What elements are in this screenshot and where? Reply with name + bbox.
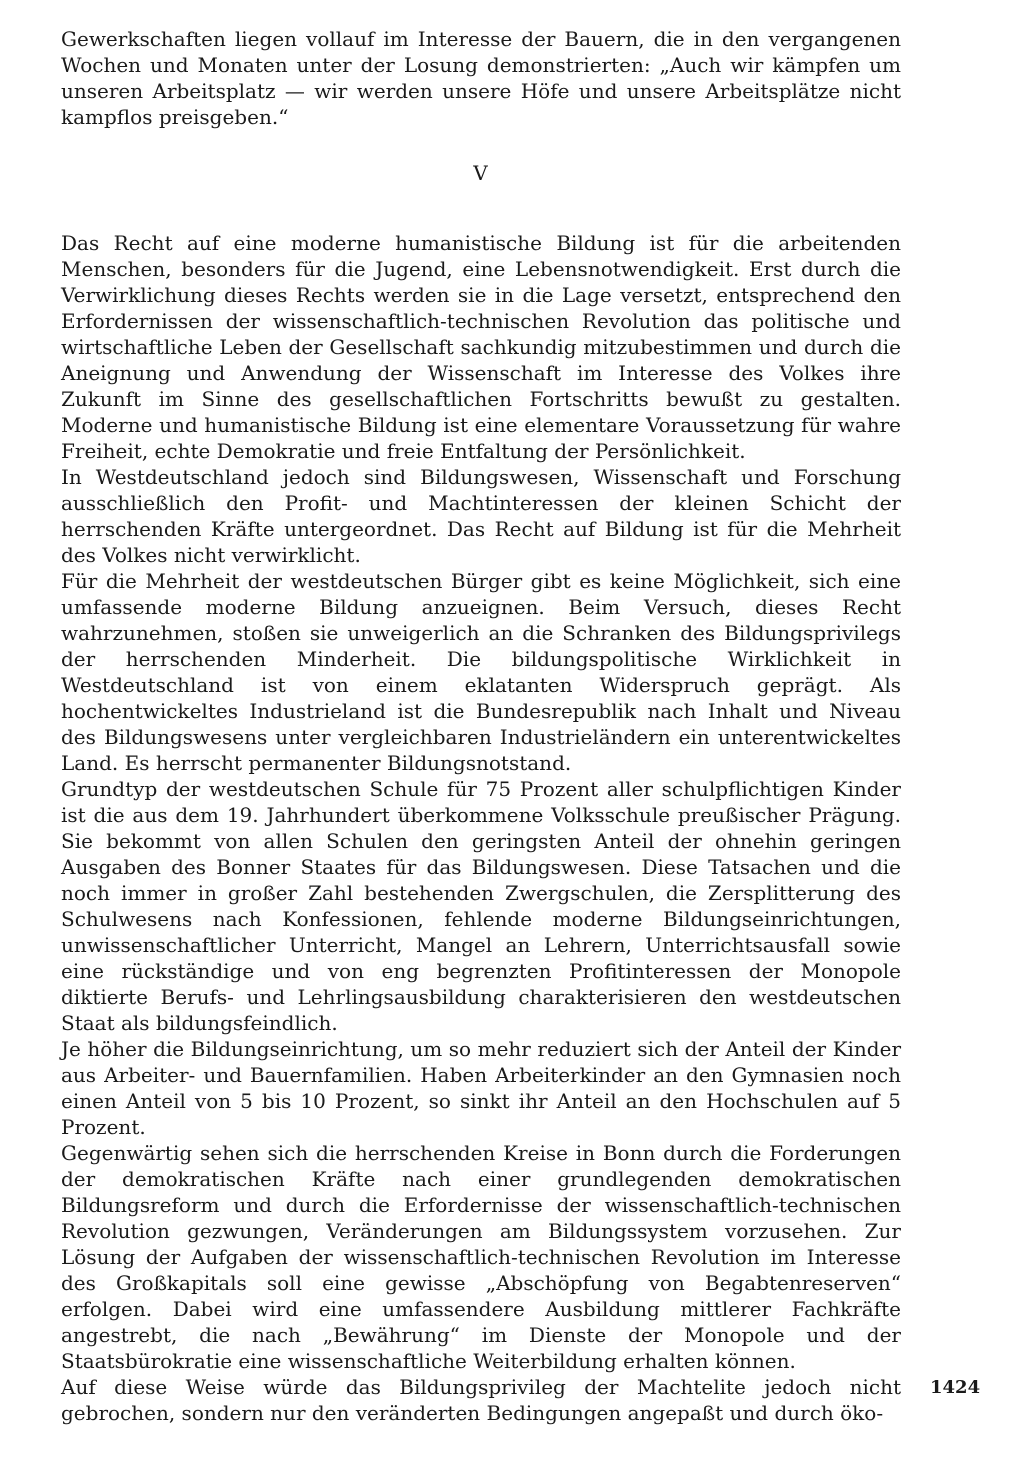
paragraph-3: Für die Mehrheit der westdeutschen Bürger gibt es keine Möglichkeit, sich eine umfassende moderne Bildung anzueignen. Beim Versuch, dieses Recht wahrzunehmen, stoßen sie unweigerlich an die Schranken des Bildungsprivilegs der herrschenden Minderheit. Die bildungspolitische Wirklichkeit in Westdeutschland ist von einem eklatanten Widerspruch geprägt. Als hochentwickeltes Industrieland ist die Bundesrepublik nach Inhalt und Niveau des Bildungswesens unter vergleichbaren Industrieländern ein unterentwickeltes Land. Es herrscht permanenter Bildungsnotstand.	[61, 569, 901, 775]
paragraph-2: In Westdeutschland jedoch sind Bildungswesen, Wissenschaft und Forschung ausschließlich den Profit- und Machtinteressen der kleinen Schicht der herrschenden Kräfte untergeordnet. Das Recht auf Bildung ist für die Mehrheit des Volkes nicht verwirklicht.	[61, 465, 901, 567]
paragraph-7: Auf diese Weise würde das Bildungsprivileg der Machtelite jedoch nicht gebrochen, sondern nur den veränderten Bedingungen angepaßt und durch öko-	[61, 1375, 901, 1425]
paragraph-6: Gegenwärtig sehen sich die herrschenden Kreise in Bonn durch die Forderungen der demokratischen Kräfte nach einer grundlegenden demokratischen Bildungsreform und durch die Erfordernisse der wissenschaftlich-technischen Revolution gezwungen, Veränderungen am Bildungssystem vorzusehen. Zur Lösung der Aufgaben der wissenschaftlich-technischen Revolution im Interesse des Großkapitals soll eine gewisse „Abschöpfung von Begabtenreserven“ erfolgen. Dabei wird eine umfassendere Ausbildung mittlerer Fachkräfte angestrebt, die nach „Bewährung“ im Dienste der Monopole und der Staatsbürokratie eine wissenschaftliche Weiterbildung erhalten können.	[61, 1141, 901, 1373]
paragraph-4: Grundtyp der westdeutschen Schule für 75 Prozent aller schulpflichtigen Kinder ist die aus dem 19. Jahrhundert überkommene Volksschule preußischer Prägung. Sie bekommt von allen Schulen den geringsten Anteil der ohnehin geringen Ausgaben des Bonner Staates für das Bildungswesen. Diese Tatsachen und die noch immer in großer Zahl bestehenden Zwergschulen, die Zersplitterung des Schulwesens nach Konfessionen, fehlende moderne Bildungseinrichtungen, unwissenschaftlicher Unterricht, Mangel an Lehrern, Unterrichtsausfall sowie eine rückständige und von eng begrenzten Profitinteressen der Monopole diktierte Berufs- und Lehrlingsausbildung charakterisieren den westdeutschen Staat als bildungsfeindlich.	[61, 777, 901, 1035]
paragraph-1: Das Recht auf eine moderne humanistische Bildung ist für die arbeitenden Menschen, besonders für die Jugend, eine Lebensnotwendigkeit. Erst durch die Verwirklichung dieses Rechts werden sie in die Lage versetzt, entsprechend den Erfordernissen der wissenschaftlich-technischen Revolution das politische und wirtschaftliche Leben der Gesellschaft sachkundig mitzubestimmen und durch die Aneignung und Anwendung der Wissenschaft im Interesse des Volkes ihre Zukunft im Sinne des gesellschaftlichen Fortschritts bewußt zu gestalten. Moderne und humanistische Bildung ist eine elementare Voraussetzung für wahre Freiheit, echte Demokratie und freie Entfaltung der Persönlichkeit.	[61, 231, 901, 463]
paragraph-5: Je höher die Bildungseinrichtung, um so mehr reduziert sich der Anteil der Kinder aus Arbeiter- und Bauernfamilien. Haben Arbeiterkinder an den Gymnasien noch einen Anteil von 5 bis 10 Prozent, so sinkt ihr Anteil an den Hochschulen auf 5 Prozent.	[61, 1037, 901, 1139]
intro-paragraph: Gewerkschaften liegen vollauf im Interesse der Bauern, die in den vergangenen Wochen und Monaten unter der Losung demonstrierten: „Auch wir kämpfen um unseren Arbeitsplatz — wir werden unsere Höfe und unsere Arbeitsplätze nicht kampflos preisgeben.“	[61, 27, 901, 129]
section-heading: V	[473, 161, 489, 185]
text-column	[61, 26, 901, 1426]
page-number: 1424	[930, 1377, 981, 1398]
